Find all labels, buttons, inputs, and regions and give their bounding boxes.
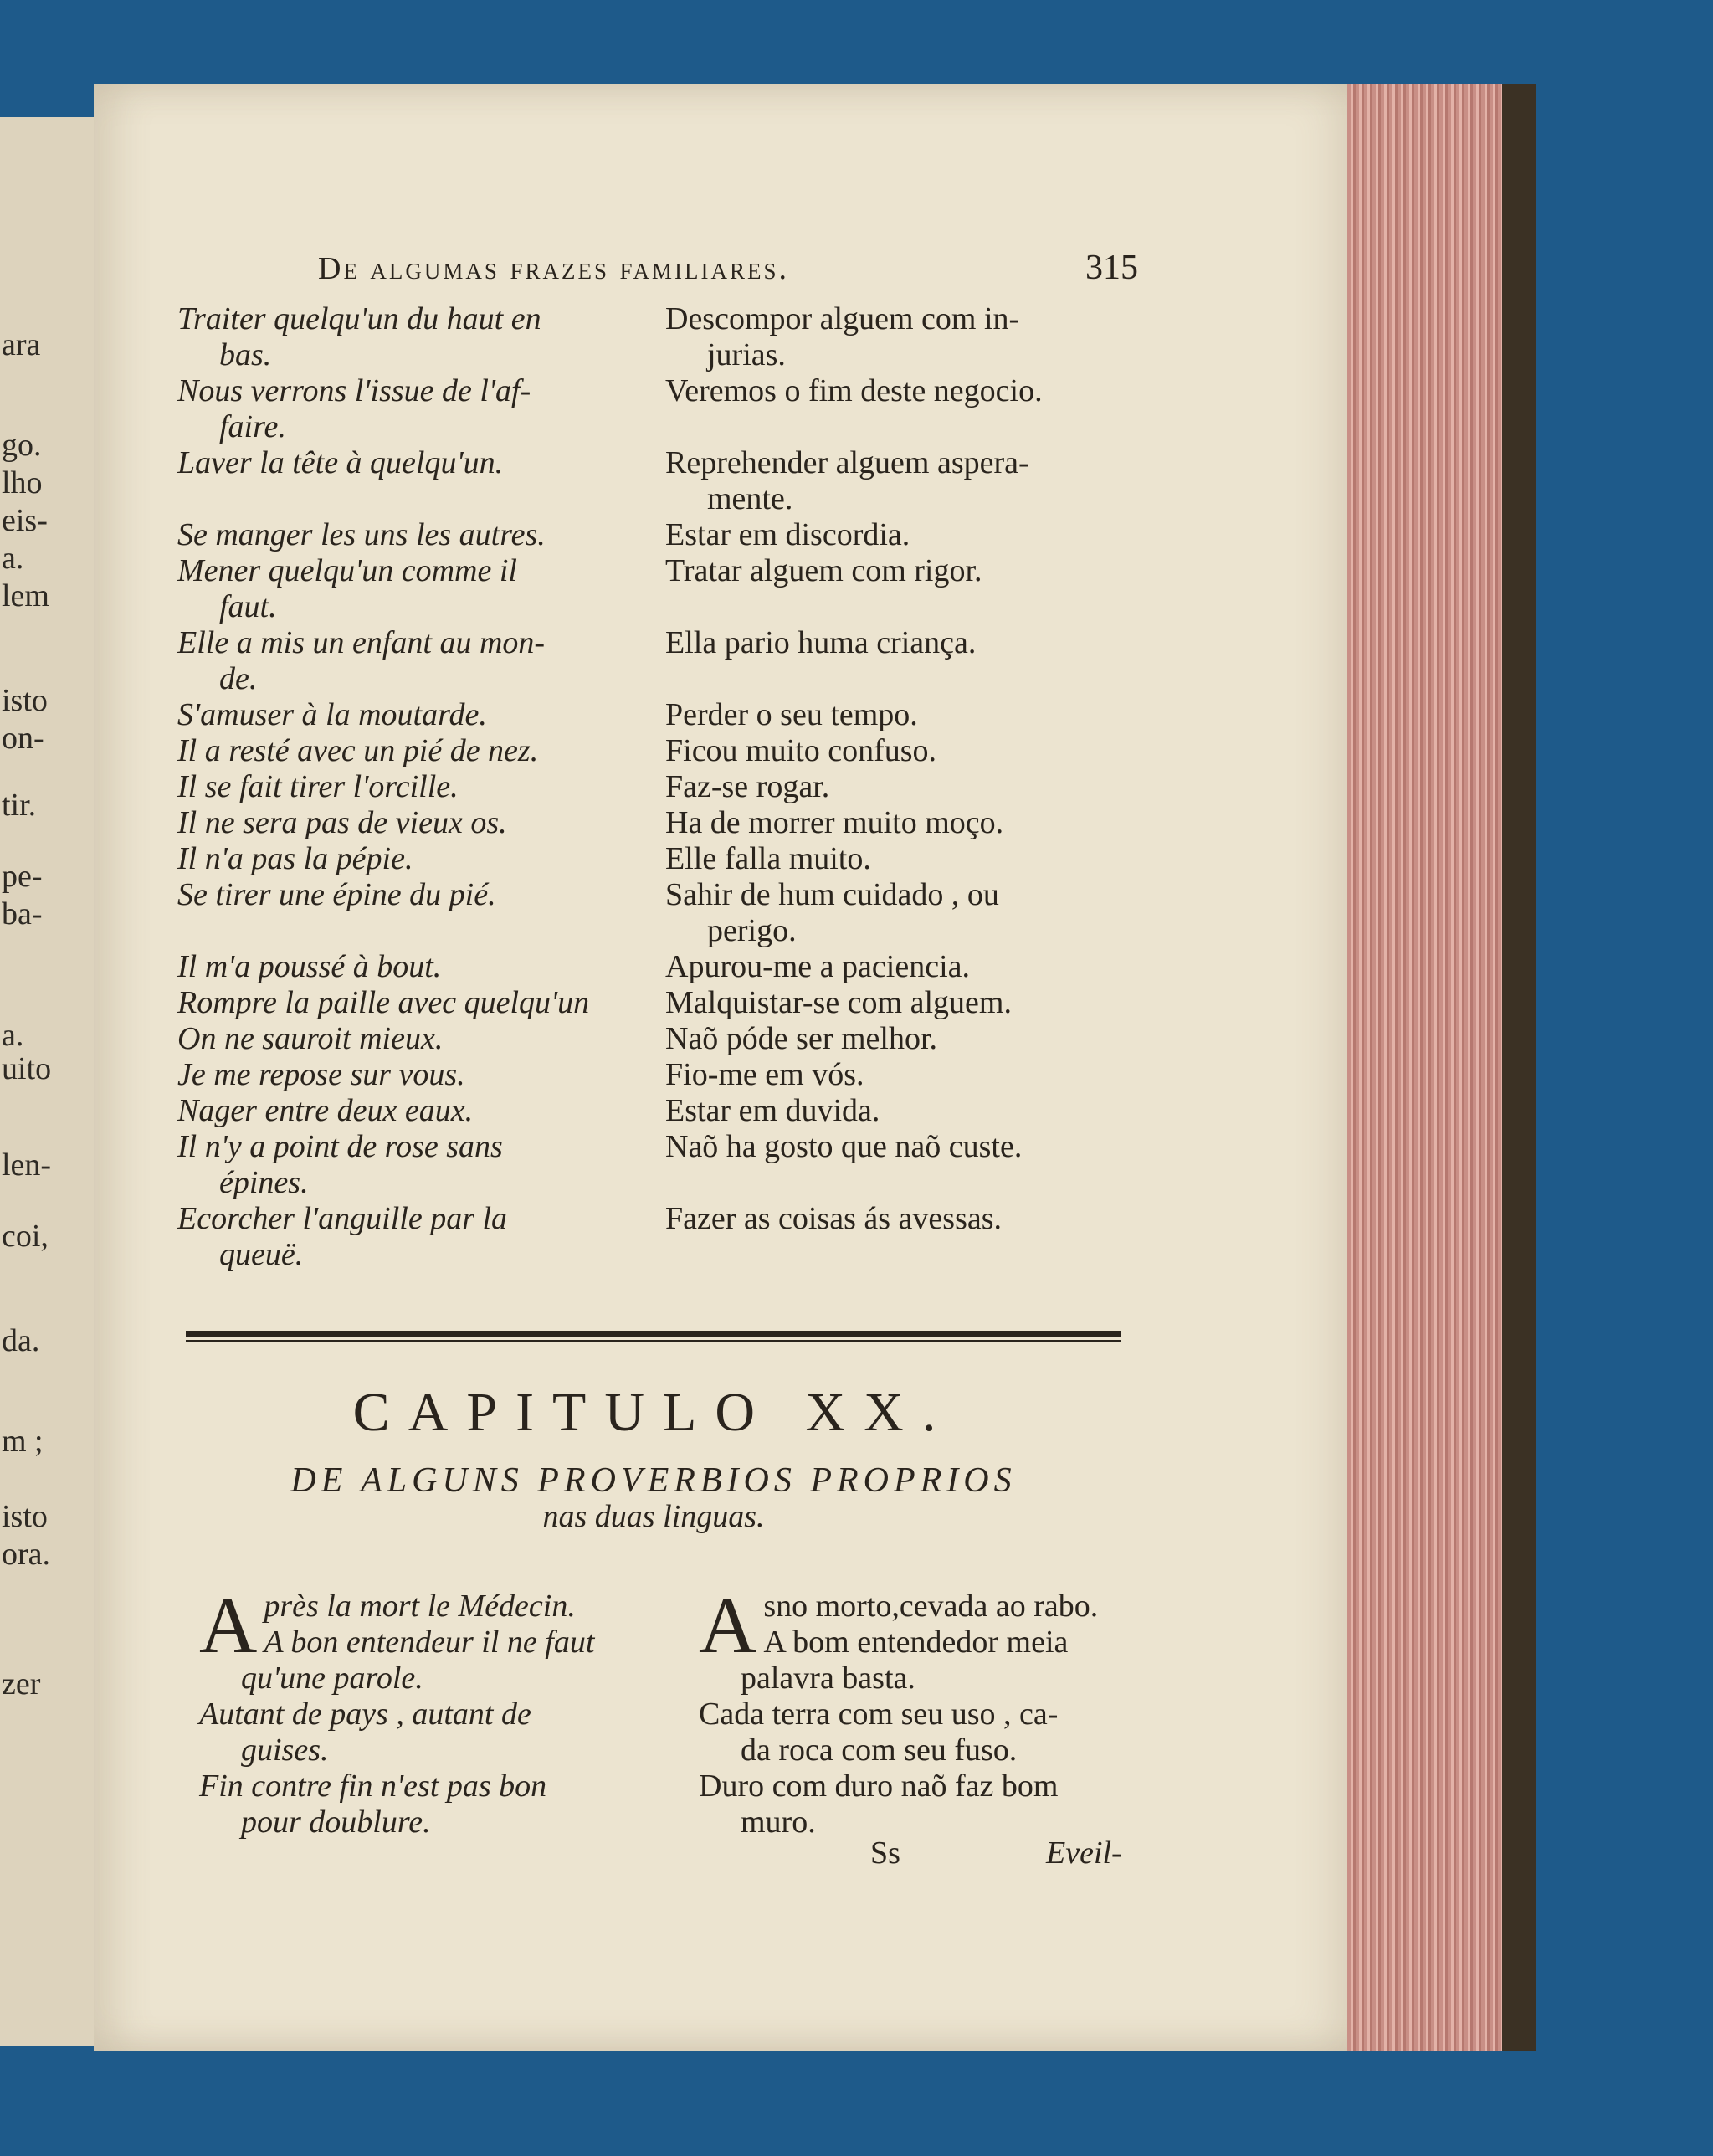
- facing-fragment: a.: [2, 1018, 24, 1053]
- phrase-pt: Naõ ha gosto que naõ custe.: [665, 1129, 1023, 1164]
- facing-fragment: ara: [2, 327, 41, 362]
- proverb-line: sno morto,cevada ao rabo.: [763, 1589, 1099, 1624]
- phrase-pt: Ficou muito confuso.: [665, 733, 937, 768]
- facing-fragment: coi,: [2, 1219, 49, 1254]
- phrase-fr: Il m'a poussé à bout.: [177, 949, 442, 984]
- facing-fragment: eis-: [2, 503, 48, 538]
- phrase-fr: Nous verrons l'issue de l'af-: [177, 373, 531, 408]
- proverb-line: Duro com duro naõ faz bom: [699, 1768, 1059, 1804]
- catchword: Eveil-: [1046, 1835, 1122, 1871]
- phrase-fr: Il se fait tirer l'orcille.: [177, 769, 459, 804]
- proverb-line: près la mort le Médecin.: [264, 1589, 576, 1624]
- phrase-pt: Ella pario huma criança.: [665, 625, 977, 660]
- phrase-pt: Perder o seu tempo.: [665, 697, 918, 732]
- drop-cap: A: [199, 1580, 258, 1670]
- signature-mark: Ss: [870, 1835, 900, 1871]
- phrase-fr: Je me repose sur vous.: [177, 1057, 465, 1092]
- phrase-pt: Reprehender alguem aspera-: [665, 445, 1029, 480]
- phrase-fr-cont: de.: [219, 661, 258, 696]
- proverb-line: palavra basta.: [741, 1661, 915, 1696]
- facing-fragment: go.: [2, 428, 42, 463]
- phrase-pt: Tratar alguem com rigor.: [665, 553, 982, 588]
- phrase-fr: Il n'a pas la pépie.: [177, 841, 413, 876]
- phrase-fr-cont: bas.: [219, 337, 272, 372]
- facing-fragment: isto: [2, 683, 48, 718]
- phrase-pt-cont: jurias.: [707, 337, 786, 372]
- phrase-pt: Veremos o fim deste negocio.: [665, 373, 1043, 408]
- phrase-pt: Faz-se rogar.: [665, 769, 830, 804]
- phrase-fr: Nager entre deux eaux.: [177, 1093, 474, 1128]
- phrase-pt: Fio-me em vós.: [665, 1057, 864, 1092]
- facing-fragment: lem: [2, 578, 49, 613]
- running-head-title: De algumas frazes familiares.: [318, 251, 789, 286]
- proverb-line: guises.: [241, 1732, 329, 1768]
- phrase-fr-cont: épines.: [219, 1165, 309, 1200]
- facing-fragment: a.: [2, 541, 24, 576]
- phrase-pt-cont: perigo.: [707, 913, 797, 948]
- page-number: 315: [1085, 249, 1138, 287]
- running-head: [318, 248, 1138, 288]
- proverb-line: qu'une parole.: [241, 1661, 423, 1696]
- phrase-pt: Estar em discordia.: [665, 517, 910, 552]
- phrase-fr: Il n'y a point de rose sans: [177, 1129, 503, 1164]
- phrase-pt: Naõ póde ser melhor.: [665, 1021, 938, 1056]
- phrase-pt: Malquistar-se com alguem.: [665, 985, 1012, 1020]
- facing-fragment: tir.: [2, 788, 37, 823]
- drop-cap: A: [699, 1580, 757, 1670]
- phrase-fr: Rompre la paille avec quelqu'un: [177, 985, 590, 1020]
- proverbs-portuguese: [699, 1580, 1167, 1840]
- phrase-fr: Traiter quelqu'un du haut en: [177, 301, 541, 336]
- proverb-line: A bom entendedor meia: [763, 1625, 1069, 1660]
- phrase-fr-cont: faire.: [219, 409, 286, 444]
- book-cover: [1502, 84, 1536, 2051]
- facing-fragment: isto: [2, 1499, 48, 1534]
- facing-fragment: on-: [2, 721, 44, 756]
- facing-fragment: m ;: [2, 1424, 44, 1459]
- chapter-title: CAPITULO XX.: [352, 1382, 955, 1443]
- phrase-fr: Il a resté avec un pié de nez.: [177, 733, 539, 768]
- phrase-fr: Se tirer une épine du pié.: [177, 877, 496, 912]
- phrase-fr: Ecorcher l'anguille par la: [177, 1201, 508, 1236]
- proverbs-french: [199, 1580, 668, 1840]
- proverb-line: da roca com seu fuso.: [741, 1732, 1018, 1768]
- facing-fragment: ora.: [2, 1537, 51, 1572]
- phrase-fr: Il ne sera pas de vieux os.: [177, 805, 507, 840]
- facing-fragment: lho: [2, 465, 43, 501]
- facing-fragment: da.: [2, 1323, 40, 1358]
- page-block-edge: [1347, 84, 1518, 2051]
- phrase-pt: Descompor alguem com in-: [665, 301, 1020, 336]
- phrase-fr: Se manger les uns les autres.: [177, 517, 546, 552]
- facing-page-edge: [0, 117, 99, 2046]
- phrase-fr: Laver la tête à quelqu'un.: [177, 445, 504, 480]
- facing-fragment: zer: [2, 1666, 41, 1702]
- phrase-pt: Sahir de hum cuidado , ou: [665, 877, 999, 912]
- facing-fragment: uito: [2, 1051, 52, 1086]
- french-column: [177, 301, 646, 1273]
- phrase-pt-cont: mente.: [707, 481, 793, 516]
- facing-fragment: ba-: [2, 896, 43, 932]
- chapter-subtitle: DE ALGUNS PROVERBIOS PROPRIOS: [290, 1461, 1017, 1500]
- phrase-pt: Estar em duvida.: [665, 1093, 880, 1128]
- facing-fragment: len-: [2, 1147, 52, 1183]
- phrase-pt: Fazer as coisas ás avessas.: [665, 1201, 1003, 1236]
- phrase-pt: Apurou-me a paciencia.: [665, 949, 970, 984]
- phrase-pt: Ha de morrer muito moço.: [665, 805, 1004, 840]
- phrase-fr-cont: queuë.: [219, 1237, 304, 1272]
- chapter-subtitle-line2: nas duas linguas.: [542, 1499, 765, 1534]
- proverb-line: Autant de pays , autant de: [199, 1697, 531, 1732]
- phrase-fr: Mener quelqu'un comme il: [177, 553, 517, 588]
- phrase-fr: Elle a mis un enfant au mon-: [177, 625, 546, 660]
- portuguese-column: [665, 301, 1151, 1237]
- proverb-line: Cada terra com seu uso , ca-: [699, 1697, 1059, 1732]
- phrase-fr: S'amuser à la moutarde.: [177, 697, 487, 732]
- proverb-line: Fin contre fin n'est pas bon: [199, 1768, 547, 1804]
- facing-fragment: pe-: [2, 859, 43, 894]
- proverb-line: muro.: [741, 1804, 816, 1840]
- section-rule: [186, 1331, 1121, 1342]
- proverb-line: A bon entendeur il ne faut: [264, 1625, 595, 1660]
- phrase-fr-cont: faut.: [219, 589, 277, 624]
- proverb-line: pour doublure.: [241, 1804, 431, 1840]
- phrase-pt: Elle falla muito.: [665, 841, 871, 876]
- phrase-fr: On ne sauroit mieux.: [177, 1021, 444, 1056]
